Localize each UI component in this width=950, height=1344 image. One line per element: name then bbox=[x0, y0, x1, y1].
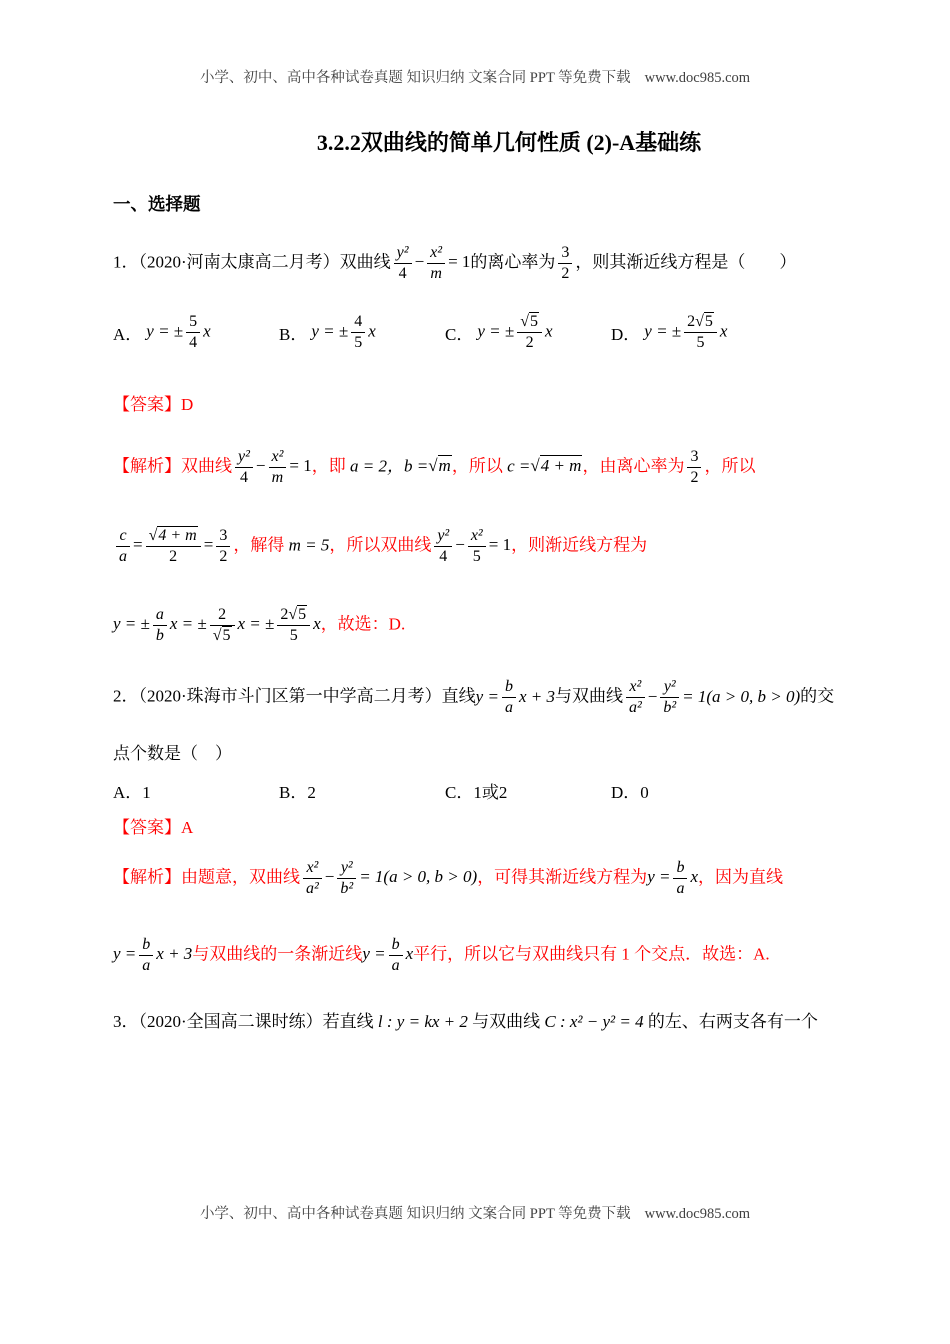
fraction-numerator: b bbox=[502, 678, 516, 698]
formula-variable: x bbox=[690, 867, 699, 887]
solution-text: 平行，所以它与双曲线只有 1 个交点．故选：A. bbox=[413, 944, 770, 964]
q1-solution-line-3 bbox=[113, 606, 905, 645]
q2-stem-text-post: 的交 bbox=[800, 686, 835, 706]
minus-operator: − bbox=[647, 686, 658, 706]
option-label: A． bbox=[113, 324, 143, 344]
q1-option-d bbox=[611, 313, 727, 352]
q1-stem-text-mid: 的离心率为 bbox=[470, 252, 556, 272]
solution-label: 【解析】 bbox=[113, 867, 181, 887]
formula-m: m = 5 bbox=[288, 535, 330, 555]
fraction-denominator: 4 bbox=[439, 547, 448, 565]
fraction-denominator: m bbox=[430, 264, 442, 282]
asymptote-equation bbox=[647, 858, 699, 897]
asymptote-formula-chain bbox=[113, 605, 321, 644]
q1-hyperbola-equation bbox=[391, 244, 471, 282]
minus-operator: − bbox=[255, 456, 266, 476]
solution-text: 由题意，双曲线 bbox=[181, 867, 300, 887]
coefficient: 2 bbox=[280, 605, 289, 623]
radicand: 5 bbox=[298, 605, 307, 623]
formula-prefix: y = bbox=[647, 867, 671, 887]
q2-options-row bbox=[113, 778, 905, 803]
page-footer bbox=[0, 1202, 950, 1223]
formula-variable: x bbox=[368, 321, 376, 341]
solution-text: ，所以 bbox=[704, 456, 756, 476]
fraction-numerator: x² bbox=[269, 448, 287, 468]
fraction bbox=[153, 606, 167, 645]
q1-options-row bbox=[113, 313, 905, 352]
fraction-denominator: 5 bbox=[354, 333, 363, 351]
option-label: B． bbox=[279, 324, 308, 344]
fraction-denominator bbox=[210, 626, 235, 645]
answer-value: D bbox=[181, 394, 194, 414]
fraction-numerator bbox=[684, 313, 717, 333]
fraction bbox=[626, 678, 645, 717]
page-header bbox=[0, 66, 950, 87]
formula-c: c = bbox=[507, 456, 531, 476]
option-text: A．1 bbox=[113, 782, 151, 802]
formula-segment: x = ± bbox=[237, 613, 275, 633]
answer-label: 【答案】 bbox=[113, 817, 181, 837]
sqrt-radical bbox=[695, 312, 714, 330]
fraction bbox=[502, 678, 516, 717]
fraction bbox=[517, 313, 542, 352]
radicand: 5 bbox=[222, 626, 231, 644]
fraction-numerator: a bbox=[153, 606, 167, 626]
fraction bbox=[434, 527, 452, 566]
fraction-denominator: 4 bbox=[239, 468, 248, 486]
formula-variable: x bbox=[405, 944, 414, 964]
fraction bbox=[684, 313, 717, 352]
fraction-numerator: x² bbox=[427, 244, 445, 264]
question-2-stem-line2 bbox=[113, 741, 905, 767]
q1-option-b bbox=[279, 313, 445, 352]
option-label: C． bbox=[445, 324, 474, 344]
fraction bbox=[468, 527, 486, 566]
solution-text: 与双曲线的一条渐近线 bbox=[192, 944, 363, 964]
fraction-denominator: m bbox=[271, 468, 284, 486]
q2-option-c bbox=[445, 778, 611, 803]
fraction-numerator: c bbox=[116, 527, 130, 547]
fraction bbox=[139, 936, 153, 975]
radicand: m bbox=[438, 456, 451, 476]
q1-answer-line bbox=[113, 392, 905, 418]
eccentricity-fraction bbox=[687, 448, 701, 487]
formula-prefix: y = ± bbox=[113, 613, 150, 633]
sqrt-radical bbox=[149, 526, 198, 544]
q1-hyperbola-equation bbox=[232, 447, 312, 486]
q2-solution-line-1 bbox=[113, 859, 905, 898]
solution-text: ，因为直线 bbox=[698, 867, 784, 887]
coefficient: 2 bbox=[687, 312, 696, 330]
fraction-denominator: 4 bbox=[398, 264, 407, 282]
fraction-numerator: y² bbox=[394, 244, 412, 264]
fraction bbox=[210, 606, 235, 645]
solution-text: ，可得其渐近线方程为 bbox=[477, 867, 648, 887]
line-equation bbox=[113, 935, 193, 974]
header-url-link[interactable]: www.doc985.com bbox=[644, 70, 751, 86]
sqrt-radical bbox=[530, 455, 582, 475]
fraction-numerator: x² bbox=[468, 527, 486, 547]
option-formula bbox=[477, 313, 552, 352]
fraction bbox=[186, 313, 200, 352]
fraction-numerator: b bbox=[673, 859, 687, 879]
fraction-denominator: a bbox=[504, 699, 513, 717]
footer-url-link[interactable]: www.doc985.com bbox=[644, 1206, 751, 1222]
hyperbola-equation bbox=[623, 678, 801, 717]
solution-text: ，即 bbox=[311, 456, 346, 476]
formula-prefix: y = ± bbox=[644, 321, 682, 341]
answer-label: 【答案】 bbox=[113, 394, 181, 414]
equals-value: = 1 bbox=[448, 252, 471, 272]
formula-variable: x bbox=[544, 321, 553, 341]
option-formula bbox=[311, 313, 375, 352]
q2-solution-line-2 bbox=[113, 936, 905, 975]
fraction bbox=[269, 448, 287, 487]
fraction-denominator: 5 bbox=[472, 547, 481, 565]
q1-solution-line-2 bbox=[113, 527, 905, 566]
q2-stem-text-pre: 2．（2020·珠海市斗门区第一中学高二月考）直线 bbox=[113, 686, 476, 706]
fraction-numerator: 3 bbox=[687, 448, 701, 468]
fraction-numerator: b bbox=[389, 936, 403, 956]
equals-condition: = 1(a > 0, b > 0) bbox=[682, 686, 801, 706]
formula-segment: x = ± bbox=[169, 613, 207, 633]
equals-condition: = 1(a > 0, b > 0) bbox=[359, 867, 478, 887]
q2-option-b bbox=[279, 778, 445, 803]
formula-suffix: x + 3 bbox=[156, 944, 193, 964]
q2-option-d bbox=[611, 778, 649, 803]
question-3-stem bbox=[113, 1009, 905, 1035]
fraction bbox=[216, 527, 230, 566]
formula-chain bbox=[113, 526, 233, 565]
hyperbola-equation bbox=[431, 526, 512, 565]
fraction-denominator: b bbox=[155, 626, 164, 644]
radicand: 5 bbox=[704, 312, 713, 330]
formula-prefix: y = bbox=[362, 944, 386, 964]
fraction-denominator: 2 bbox=[169, 547, 178, 565]
sqrt-radical bbox=[213, 626, 232, 644]
fraction bbox=[337, 859, 356, 898]
fraction bbox=[660, 678, 679, 717]
solution-text: ，解得 bbox=[233, 535, 285, 555]
q1-stem-text-post: ，则其渐近线方程是（ ） bbox=[575, 252, 797, 272]
fraction-numerator: 5 bbox=[186, 313, 200, 333]
sqrt-radical bbox=[288, 605, 307, 623]
equals-value: = 1 bbox=[289, 456, 312, 476]
fraction-denominator: a² bbox=[628, 699, 642, 717]
solution-text: ，则渐近线方程为 bbox=[511, 535, 648, 555]
fraction-denominator: b² bbox=[340, 879, 354, 897]
q2-stem-text-line2: 点个数是（ ） bbox=[113, 744, 232, 764]
option-formula bbox=[644, 313, 727, 352]
fraction-denominator: 5 bbox=[289, 626, 298, 644]
formula-variable: x bbox=[203, 321, 211, 341]
footer-text: 小学、初中、高中各种试卷真题 知识归纳 文案合同 PPT 等免费下载 bbox=[199, 1206, 631, 1222]
fraction bbox=[673, 859, 687, 898]
asymptote-equation bbox=[362, 935, 414, 974]
fraction-denominator: 2 bbox=[690, 468, 699, 486]
solution-text: ，所以双曲线 bbox=[329, 535, 432, 555]
formula-variable: x bbox=[719, 321, 728, 341]
fraction-denominator: 2 bbox=[219, 547, 228, 565]
q3-stem-text-post: 的左、右两支各有一个 bbox=[647, 1011, 818, 1031]
formula-prefix: y = ± bbox=[311, 321, 349, 341]
fraction-denominator: a bbox=[676, 879, 685, 897]
hyperbola-equation: C : x² − y² = 4 bbox=[544, 1011, 644, 1031]
q1-option-a bbox=[113, 313, 279, 352]
fraction-numerator: 3 bbox=[216, 527, 230, 547]
fraction bbox=[277, 606, 310, 645]
fraction-numerator: 4 bbox=[351, 313, 365, 333]
minus-operator: − bbox=[414, 252, 425, 272]
solution-label: 【解析】 bbox=[113, 456, 181, 476]
section-heading: 一、选择题 bbox=[113, 194, 201, 214]
eccentricity-fraction bbox=[558, 244, 572, 283]
radicand: 4 + m bbox=[540, 456, 582, 476]
question-2-stem bbox=[113, 678, 905, 717]
fraction-denominator: a bbox=[391, 956, 400, 974]
sqrt-radical bbox=[520, 312, 539, 330]
minus-operator: − bbox=[324, 867, 335, 887]
solution-text: ，所以 bbox=[451, 456, 503, 476]
q1-stem-text-pre: 1．（2020·河南太康高二月考）双曲线 bbox=[113, 252, 391, 272]
fraction bbox=[427, 244, 445, 283]
hyperbola-equation bbox=[300, 858, 478, 897]
fraction-numerator: y² bbox=[660, 678, 679, 698]
fraction bbox=[146, 527, 201, 566]
fraction bbox=[116, 527, 130, 566]
question-1-stem bbox=[113, 244, 905, 283]
formula-prefix: y = ± bbox=[146, 321, 184, 341]
formula-a-b: a = 2，b = bbox=[350, 456, 429, 476]
fraction bbox=[351, 313, 365, 352]
solution-text: 双曲线 bbox=[181, 456, 232, 476]
line-equation bbox=[475, 678, 555, 717]
q3-stem-text-pre: 3．（2020·全国高二课时练）若直线 bbox=[113, 1011, 374, 1031]
q2-stem-text-mid: 与双曲线 bbox=[554, 686, 623, 706]
answer-value: A bbox=[181, 817, 194, 837]
q1-solution-line-1 bbox=[113, 448, 905, 487]
q1-option-c bbox=[445, 313, 611, 352]
option-text: D．0 bbox=[611, 782, 649, 802]
formula-prefix: y = ± bbox=[477, 321, 515, 341]
fraction bbox=[389, 936, 403, 975]
fraction-numerator: y² bbox=[337, 859, 356, 879]
fraction-numerator: 2 bbox=[210, 606, 235, 626]
fraction bbox=[394, 244, 412, 283]
fraction-numerator: b bbox=[139, 936, 153, 956]
fraction-numerator: y² bbox=[434, 527, 452, 547]
fraction-numerator bbox=[146, 527, 201, 547]
document-title: 3.2.2双曲线的简单几何性质 (2)-A基础练 bbox=[316, 130, 702, 155]
fraction-denominator: a bbox=[142, 956, 151, 974]
equals-operator: = bbox=[203, 535, 214, 555]
option-text: C．1或2 bbox=[445, 782, 508, 802]
formula-prefix: y = bbox=[475, 686, 499, 706]
radicand: 5 bbox=[529, 312, 538, 330]
fraction-numerator bbox=[277, 606, 310, 626]
fraction-denominator: a bbox=[119, 547, 127, 565]
q2-answer-line bbox=[113, 815, 905, 841]
equals-operator: = bbox=[133, 535, 143, 555]
equals-value: = 1 bbox=[488, 535, 512, 555]
q3-stem-text-mid: 与双曲线 bbox=[472, 1011, 541, 1031]
formula-suffix: x + 3 bbox=[518, 686, 555, 706]
solution-text: ，由离心率为 bbox=[582, 456, 685, 476]
fraction-denominator: b² bbox=[663, 699, 677, 717]
minus-operator: − bbox=[455, 535, 465, 555]
radicand: 4 + m bbox=[158, 526, 197, 544]
fraction-denominator: 2 bbox=[561, 264, 570, 282]
fraction-numerator: x² bbox=[626, 678, 645, 698]
fraction bbox=[303, 859, 322, 898]
formula-variable: x bbox=[313, 613, 321, 633]
fraction bbox=[235, 448, 253, 487]
q2-option-a bbox=[113, 778, 279, 803]
option-label: D． bbox=[611, 324, 641, 344]
fraction-numerator: y² bbox=[235, 448, 253, 468]
solution-text: ，故选：D. bbox=[320, 613, 406, 633]
fraction-numerator: x² bbox=[303, 859, 322, 879]
fraction-denominator: 5 bbox=[696, 333, 705, 351]
fraction-numerator: 3 bbox=[558, 244, 572, 264]
header-text: 小学、初中、高中各种试卷真题 知识归纳 文案合同 PPT 等免费下载 bbox=[199, 70, 631, 86]
option-text: B．2 bbox=[279, 782, 316, 802]
fraction-numerator bbox=[517, 313, 542, 333]
fraction-denominator: 2 bbox=[525, 333, 534, 351]
formula-prefix: y = bbox=[113, 944, 137, 964]
sqrt-radical bbox=[428, 455, 452, 475]
option-formula bbox=[146, 313, 210, 352]
line-equation: l : y = kx + 2 bbox=[377, 1011, 468, 1031]
fraction-denominator: a² bbox=[306, 879, 319, 897]
fraction-denominator: 4 bbox=[189, 333, 198, 351]
